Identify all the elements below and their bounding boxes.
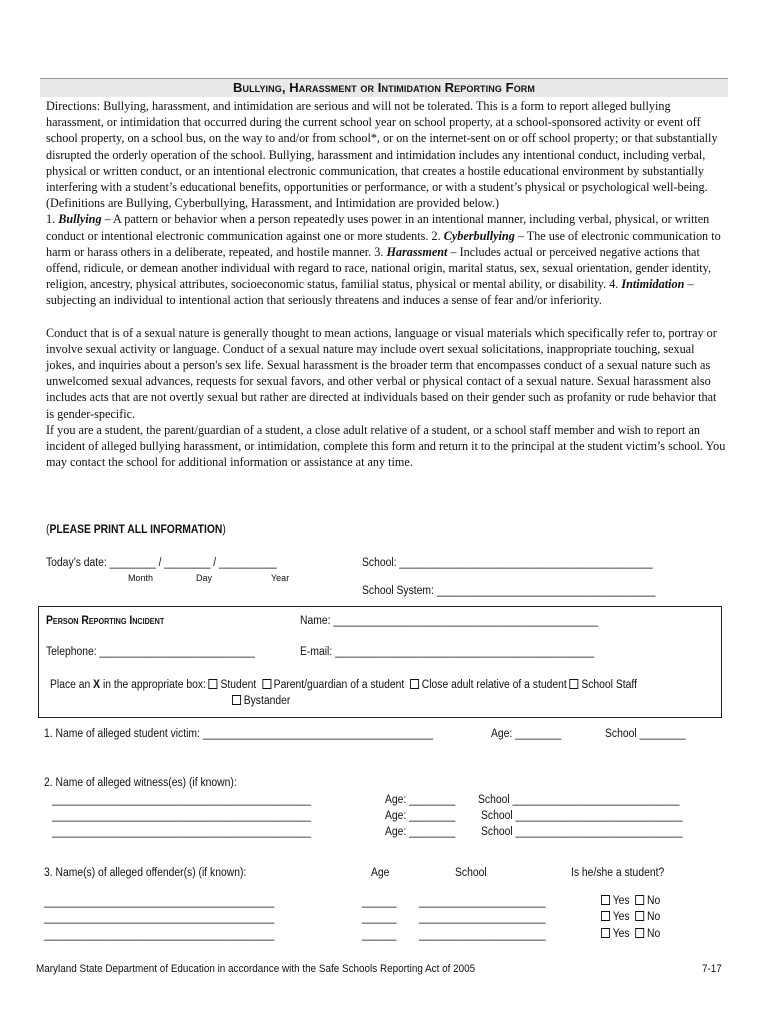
no-label: No <box>647 895 661 907</box>
witness-age-field-1[interactable]: Age: ________ <box>385 794 456 806</box>
def-harassment-term: Harassment <box>386 244 448 259</box>
reporter-role-row <box>50 679 637 691</box>
offender-2-no-checkbox[interactable] <box>635 911 644 921</box>
offender-age-field-3[interactable]: ______ <box>362 929 397 941</box>
todays-date-field[interactable]: Today’s date: ________ / ________ / __________ <box>46 557 277 569</box>
place-x-prefix: Place an <box>50 679 94 691</box>
offender-2-yes-checkbox[interactable] <box>601 911 610 921</box>
witness-age-field-3[interactable]: Age: ________ <box>385 826 456 838</box>
parent-checkbox[interactable] <box>262 679 271 689</box>
form-title-text: Bullying, Harassment or Intimidation Reporting Form <box>233 80 535 95</box>
print-instruction <box>46 524 226 536</box>
student-checkbox[interactable] <box>209 679 218 689</box>
student-option-label: Student <box>220 679 257 691</box>
day-caption: Day <box>196 573 213 583</box>
offender-student-row-2 <box>601 911 660 923</box>
page-number: 7-17 <box>702 963 722 975</box>
school-field[interactable]: School: ____________________________________________ <box>362 557 653 569</box>
def-bullying-text: – A pattern or behavior when a person repeatedly uses power in an intentional manner, including verbal, physical, or written conduct or intentional electronic communication against one or more students. 2. <box>46 212 710 243</box>
def-harassment-text: – Includes actual or perceived negative actions that offend, ridicule, or demean another individual with regard to race, national origin, marital status, sex, sexual orientation, gender identity, religion, ancestry, physical attributes, socioeconomic status, familial status, physical or mental ability, or disability. 4. <box>46 244 712 292</box>
print-open-paren: ( <box>46 524 50 536</box>
bystander-row <box>232 695 290 707</box>
reporter-heading-text: Person Reporting Incident <box>46 615 165 627</box>
def-1-num: 1. <box>46 212 59 227</box>
form-title <box>40 78 728 97</box>
offender-age-column-header: Age <box>371 867 390 879</box>
sexual-conduct-paragraph: Conduct that is of a sexual nature is generally thought to mean actions, language or visual materials which specifically refer to, portray or involve sexual activity or language. Conduct of a sexual nature may include overt sexual solicitations, inappropriate touching, sexual jokes, and inquiries about a person's sex life. Sexual harassment is the broader term that encompasses conduct of a sexual nature such as unwelcomed sexual advances, requests for sexual favors, and other verbal or physical contact of a sexual nature. Sexual harassment also includes acts that are not overtly sexual but rather are directed at individuals based on their gender such as profanity or rude behavior that is gender-specific. <box>46 325 717 421</box>
offender-student-row-1 <box>601 895 660 907</box>
witness-school-field-3[interactable]: School _____________________________ <box>481 826 683 838</box>
print-close-paren: ) <box>222 524 226 536</box>
offender-age-field-2[interactable]: ______ <box>362 912 397 924</box>
victim-name-field[interactable]: 1. Name of alleged student victim: ________________________________________ <box>44 728 434 740</box>
staff-checkbox[interactable] <box>570 679 579 689</box>
footer-citation: Maryland State Department of Education in accordance with the Safe Schools Reporting Act of 2005 <box>36 963 476 975</box>
reporter-email-field[interactable]: E-mail: _____________________________________________ <box>300 646 595 658</box>
no-label: No <box>647 928 661 940</box>
yes-label: Yes <box>612 911 630 923</box>
offender-1-no-checkbox[interactable] <box>635 895 644 905</box>
witness-school-field-1[interactable]: School _____________________________ <box>478 794 680 806</box>
year-caption: Year <box>271 573 290 583</box>
offender-student-column-header: Is he/she a student? <box>571 867 665 879</box>
victim-age-field[interactable]: Age: ________ <box>491 728 562 740</box>
witness-age-field-2[interactable]: Age: ________ <box>385 810 456 822</box>
yes-label: Yes <box>612 928 630 940</box>
reporter-heading <box>46 615 164 627</box>
offender-heading: 3. Name(s) of alleged offender(s) (if known): <box>44 867 247 879</box>
place-x-bold: X <box>93 679 101 691</box>
reporter-name-field[interactable]: Name: ______________________________________________ <box>300 615 599 627</box>
offender-student-row-3 <box>601 928 660 940</box>
witness-heading: 2. Name of alleged witness(es) (if known): <box>44 777 237 789</box>
directions-section <box>46 98 726 470</box>
offender-school-field-3[interactable]: ______________________ <box>419 929 546 941</box>
witness-name-field-1[interactable]: _____________________________________________ <box>52 794 312 806</box>
relative-checkbox[interactable] <box>410 679 419 689</box>
witness-school-field-2[interactable]: School _____________________________ <box>481 810 683 822</box>
offender-school-field-1[interactable]: ______________________ <box>419 896 546 908</box>
staff-option-label: School Staff <box>581 679 637 691</box>
def-intimidation-term: Intimidation <box>621 277 685 292</box>
def-cyberbullying-term: Cyberbullying <box>443 228 515 243</box>
month-caption: Month <box>128 573 154 583</box>
offender-name-field-1[interactable]: ________________________________________ <box>44 896 275 908</box>
print-instruction-text: PLEASE PRINT ALL INFORMATION <box>49 524 223 536</box>
def-intimidation-text: – subjecting an individual to intentional action that seriously threatens and induces a sense of fear and/or inferiority. <box>46 277 694 308</box>
def-bullying-term: Bullying <box>58 212 102 227</box>
directions-paragraph: Directions: Bullying, harassment, and intimidation are serious and will not be tolerated. This is a form to report alleged bullying harassment, or intimidation that occurred during the current school year on school property, at a school-sponsored activity or event off school property, on a school bus, on the way to and/or from school*, or on the internet-sent on or off school property; or that substantially disrupted the orderly operation of the school. Bullying, harassment and intimidation includes any intentional conduct, including verbal, physical or written conduct, or an intentional electronic communication, that creates a hostile educational environment by substantially interfering with a student’s educational benefits, opportunities or performance, or with a student’s physical or psychological well-being. (Definitions are Bullying, Cyberbullying, Harassment, and Intimidation are provided below.) <box>46 99 718 211</box>
offender-3-no-checkbox[interactable] <box>635 928 644 938</box>
witness-name-field-2[interactable]: _____________________________________________ <box>52 810 312 822</box>
submit-instructions-paragraph: If you are a student, the parent/guardian of a student, a close adult relative of a student, or a school staff member and wish to report an incident of alleged bullying harassment, or intimidation, complete this form and return it to the principal at the student victim’s school. You may contact the school for additional information or assistance at any time. <box>46 422 726 470</box>
school-system-field[interactable]: School System: ______________________________________ <box>362 585 656 597</box>
offender-name-field-3[interactable]: ________________________________________ <box>44 929 275 941</box>
offender-1-yes-checkbox[interactable] <box>601 895 610 905</box>
victim-school-field[interactable]: School ________ <box>605 728 686 740</box>
relative-option-label: Close adult relative of a student <box>421 679 567 691</box>
reporter-telephone-field[interactable]: Telephone: ___________________________ <box>46 646 255 658</box>
yes-label: Yes <box>612 895 630 907</box>
offender-school-column-header: School <box>455 867 487 879</box>
offender-3-yes-checkbox[interactable] <box>601 928 610 938</box>
place-x-suffix: in the appropriate box: <box>100 679 209 691</box>
no-label: No <box>647 911 661 923</box>
bystander-option-label: Bystander <box>243 695 291 707</box>
witness-name-field-3[interactable]: _____________________________________________ <box>52 826 312 838</box>
offender-name-field-2[interactable]: ________________________________________ <box>44 912 275 924</box>
parent-option-label: Parent/guardian of a student <box>273 679 405 691</box>
bystander-checkbox[interactable] <box>232 695 241 705</box>
def-cyberbullying-text: – The use of electronic communication to harm or harass others in a deliberate, repeated, and hostile manner. 3. <box>46 228 721 259</box>
offender-age-field-1[interactable]: ______ <box>362 896 397 908</box>
definitions-paragraph <box>46 211 726 308</box>
offender-school-field-2[interactable]: ______________________ <box>419 912 546 924</box>
